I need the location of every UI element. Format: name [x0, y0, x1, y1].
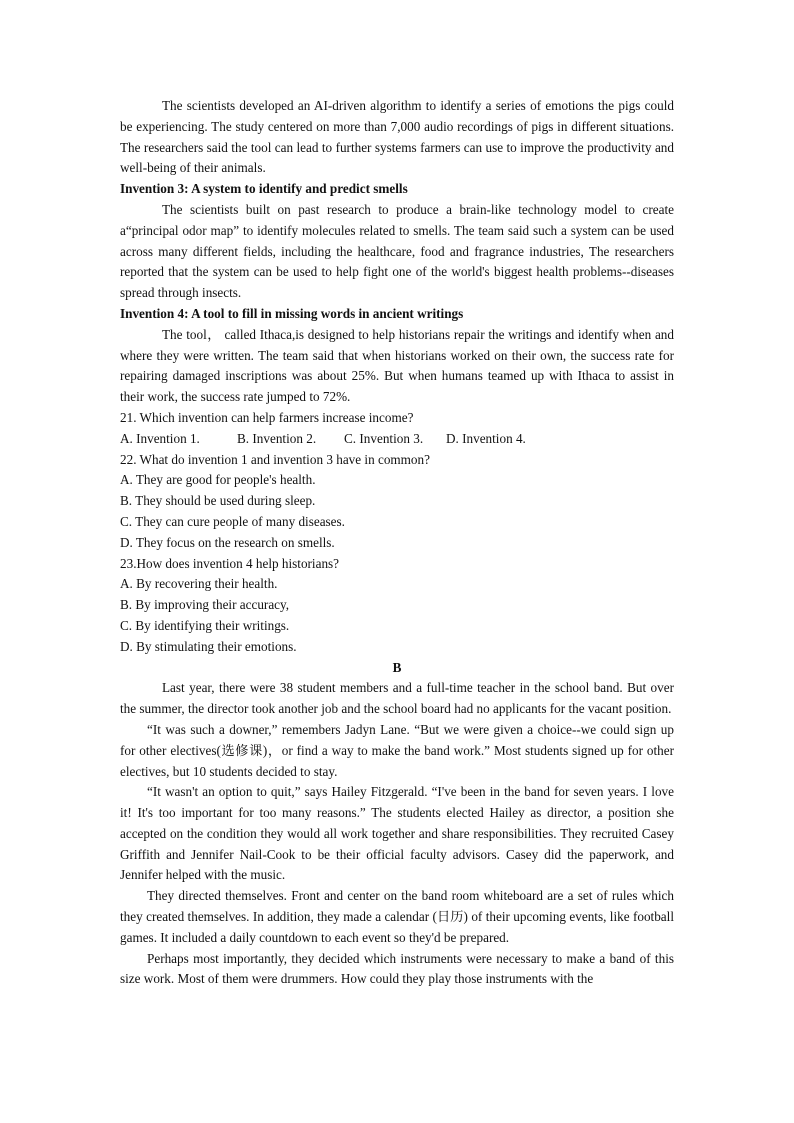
question-21-option-b: B. Invention 2. [237, 430, 317, 446]
section-b-paragraph-4: They directed themselves. Front and center on the band room whiteboard are a set of rules which they created themselves. In addition, they made a calendar (日历) of their upcoming events, like football games. It included a daily countdown to each event so they'd be prepared. [120, 888, 674, 945]
section-b-heading: B [392, 659, 402, 675]
question-21: 21. Which invention can help farmers increase income? [120, 409, 414, 425]
invention-4-heading: Invention 4: A tool to fill in missing words in ancient writings [120, 305, 464, 321]
section-b-paragraph-2: “It was such a downer,” remembers Jadyn Lane. “But we were given a choice--we could sign up for other electives(选修课)，or find a way to make the band work.” Most students signed up for other electives, but 10 students decided to stay. [120, 721, 674, 779]
question-21-option-d: D. Invention 4. [446, 430, 526, 446]
document-page [120, 96, 674, 990]
intro-paragraph: The scientists developed an AI-driven algorithm to identify a series of emotions the pigs could be experiencing. The study centered on more than 7,000 audio recordings of pigs in different situations. The researchers said the tool can lead to further systems farmers can use to improve the productivity and well-being of their animals. [120, 98, 674, 176]
question-22-option-a: A. They are good for people's health. [120, 472, 316, 488]
invention-3-body: The scientists built on past research to produce a brain-like technology model to create a“principal odor map” to identify molecules related to smells. The team said such a system can be used across many different fields, including the healthcare, food and fragrance industries, The researchers reported that the system can be used to help fight one of the world's biggest health problems--diseases spread through insects. [120, 201, 674, 301]
question-23-option-c: C. By identifying their writings. [120, 617, 290, 633]
section-b-paragraph-1: Last year, there were 38 student members and a full-time teacher in the school band. But over the summer, the director took another job and the school board had no applicants for the vacant position. [120, 680, 674, 717]
question-22-option-c: C. They can cure people of many diseases. [120, 513, 345, 529]
question-21-option-c: C. Invention 3. [344, 430, 424, 446]
question-21-option-a: A. Invention 1. [120, 430, 200, 446]
invention-3-heading: Invention 3: A system to identify and predict smells [120, 181, 408, 197]
question-23-option-d: D. By stimulating their emotions. [120, 638, 297, 654]
question-21-options [120, 429, 674, 450]
question-22-option-d: D. They focus on the research on smells. [120, 534, 335, 550]
question-23-option-b: B. By improving their accuracy, [120, 597, 290, 613]
section-b-paragraph-5: Perhaps most importantly, they decided which instruments were necessary to make a band of this size work. Most of them were drummers. How could they play those instruments with the [120, 950, 674, 987]
question-22-option-b: B. They should be used during sleep. [120, 493, 316, 509]
section-b-paragraph-3: “It wasn't an option to quit,” says Hailey Fitzgerald. “I've been in the band for seven years. I love it! It's too important for too many reasons.” The students elected Hailey as director, a position she accepted on the condition they would all work together and share responsibilities. They recruited Casey Griffith and Jennifer Nail-Cook to be their official faculty advisors. Casey did the paperwork, and Jennifer helped with the music. [120, 784, 674, 883]
question-23-option-a: A. By recovering their health. [120, 576, 278, 592]
question-23: 23.How does invention 4 help historians? [120, 555, 340, 571]
question-22: 22. What do invention 1 and invention 3 have in common? [120, 451, 430, 467]
invention-4-body: The tool， called Ithaca,is designed to help historians repair the writings and identify when and where they were written. The team said that when historians worked on their own, the success rate for repairing damaged inscriptions was about 25%. But when humans teamed up with Ithaca to assist in their work, the success rate jumped to 72%. [120, 326, 674, 405]
